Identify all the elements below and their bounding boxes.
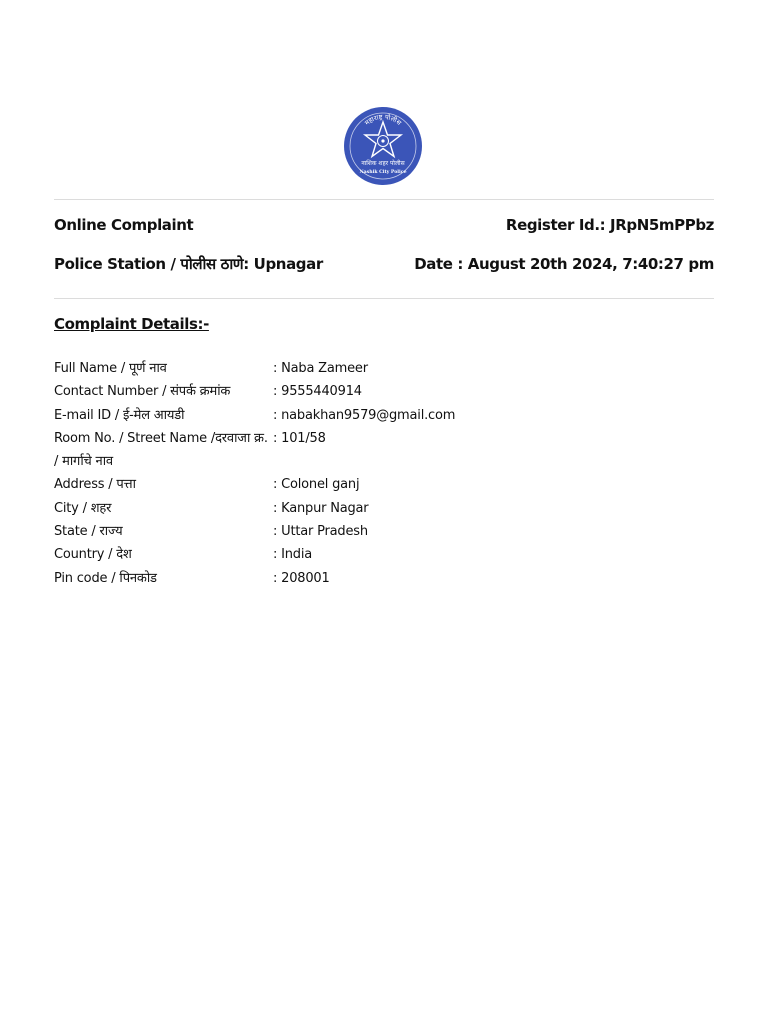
detail-row-address [54,473,714,496]
detail-label: Room No. / Street Name /दरवाजा क्र. / मार्गाचे नाव [54,430,268,470]
logo-text-top: महाराष्ट्र पोलीस [363,112,403,127]
detail-value: : Colonel ganj [273,473,714,496]
detail-label: State / राज्य [54,524,123,540]
nashik-city-police-logo [343,106,423,186]
logo-text-english: Nashik City Police [359,170,407,175]
detail-row-country [54,543,714,566]
complaint-date: Date : August 20th 2024, 7:40:27 pm [414,255,714,273]
detail-label: Pin code / पिनकोड [54,570,157,586]
detail-row-room-street [54,427,714,474]
detail-label: Contact Number / संपर्क क्रमांक [54,384,231,400]
detail-label: Address / पत्ता [54,477,136,493]
detail-value: : nabakhan9579@gmail.com [273,404,714,427]
detail-label: Country / देश [54,547,132,563]
detail-label: Full Name / पूर्ण नाव [54,361,167,376]
header-bottom-divider [54,298,714,299]
logo-text-marathi: नाशिक शहर पोलीस [361,160,405,167]
detail-row-contact-number [54,380,714,403]
detail-value: : 9555440914 [273,380,714,403]
police-station: Police Station / पोलीस ठाणे: Upnagar [54,255,323,273]
detail-value: : 208001 [273,567,714,590]
detail-value: : India [273,543,714,566]
complaint-type-title: Online Complaint [54,216,194,234]
detail-row-email [54,404,714,427]
register-id: Register Id.: JRpN5mPPbz [505,216,714,234]
detail-row-state [54,520,714,543]
detail-row-city [54,497,714,520]
detail-value: : Uttar Pradesh [273,520,714,543]
detail-label: City / शहर [54,500,112,516]
detail-row-pin-code [54,567,714,590]
detail-row-full-name [54,357,714,380]
complaint-details-list [54,357,714,590]
header-top-divider [54,199,714,200]
detail-value: : Kanpur Nagar [273,497,714,520]
detail-value: : 101/58 [273,427,714,474]
detail-value: : Naba Zameer [273,357,714,380]
police-emblem-icon [343,106,423,186]
detail-label: E-mail ID / ई-मेल आयडी [54,407,185,423]
complaint-details-heading: Complaint Details:- [54,315,209,333]
